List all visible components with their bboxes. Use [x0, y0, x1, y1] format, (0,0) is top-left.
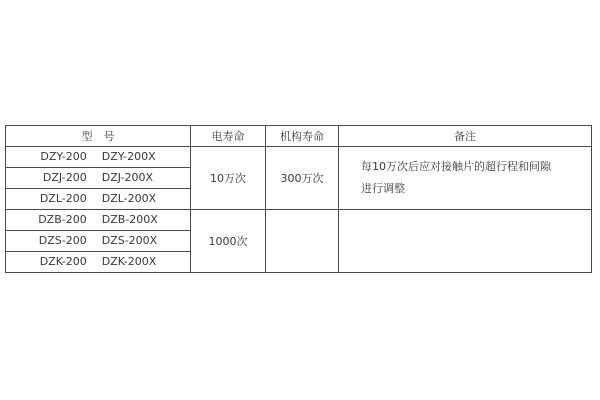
col-header-electrical-life: 电寿命: [191, 126, 266, 147]
model-cell: [6, 210, 191, 231]
model-cell: [6, 147, 191, 168]
header-row: [6, 126, 592, 147]
model-name: DZK-200X: [101, 255, 157, 268]
remarks-line: 每10万次后应对接触片的超行程和间隙: [361, 160, 551, 173]
model-name: DZK-200: [39, 255, 87, 268]
model-pair: [6, 168, 190, 188]
model-pair: [6, 210, 190, 230]
remarks-cell: [339, 147, 592, 210]
table-row: [6, 210, 592, 231]
model-pair: [6, 252, 190, 272]
col-header-model: 型 号: [6, 126, 191, 147]
model-name: DZL-200: [39, 192, 87, 205]
model-pair: [6, 147, 190, 167]
model-cell: [6, 252, 191, 273]
spec-table: [5, 125, 592, 273]
model-pair: [6, 189, 190, 209]
mechanical-life-cell: [266, 210, 339, 273]
model-pair: [6, 231, 190, 251]
col-header-mechanical-life: 机构寿命: [266, 126, 339, 147]
col-header-remarks: 备注: [339, 126, 592, 147]
electrical-life-cell: 10万次: [191, 147, 266, 210]
model-name: DZY-200X: [101, 150, 156, 163]
electrical-life-cell: 1000次: [191, 210, 266, 273]
model-cell: [6, 168, 191, 189]
model-name: DZJ-200: [42, 171, 87, 184]
model-name: DZJ-200X: [101, 171, 154, 184]
model-name: DZL-200X: [101, 192, 157, 205]
model-cell: [6, 189, 191, 210]
model-name: DZB-200: [38, 213, 87, 226]
remarks-cell: [339, 210, 592, 273]
model-name: DZS-200: [38, 234, 87, 247]
remarks-line: 进行调整: [361, 182, 405, 195]
model-name: DZS-200X: [101, 234, 158, 247]
table-row: [6, 147, 592, 168]
model-name: DZB-200X: [101, 213, 158, 226]
mechanical-life-cell: 300万次: [266, 147, 339, 210]
model-cell: [6, 231, 191, 252]
model-name: DZY-200: [40, 150, 87, 163]
